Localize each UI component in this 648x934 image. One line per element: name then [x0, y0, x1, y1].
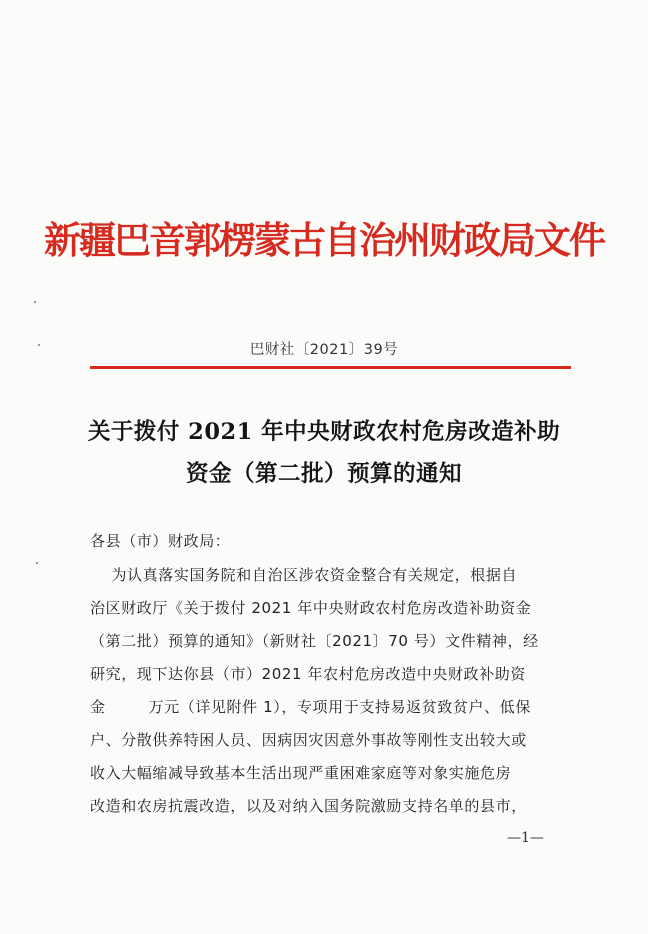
body-paragraph-line: （第二批）预算的通知》（新财社〔2021〕70 号）文件精神，经 [90, 632, 539, 650]
scan-speck [36, 562, 38, 564]
body-paragraph-line: 收入大幅缩减导致基本生活出现严重困难家庭等对象实施危房 [90, 764, 512, 782]
body-paragraph-line: 金 万元（详见附件 1），专项用于支持易返贫致贫户、低保 [90, 698, 531, 716]
body-paragraph-line: 改造和农房抗震改造，以及对纳入国务院激励支持名单的县市， [90, 797, 527, 815]
body-paragraph-line: 户、分散供养特困人员、因病因灾因意外事故等刚性支出较大或 [90, 731, 527, 749]
document-title-line-1: 关于拨付 2021 年中央财政农村危房改造补助 [87, 419, 561, 445]
document-title-line-2: 资金（第二批）预算的通知 [185, 461, 462, 487]
document-number: 巴财社〔2021〕39号 [249, 342, 399, 358]
body-paragraph-line: 研究，现下达你县（市）2021 年农村危房改造中央财政补助资 [90, 665, 526, 683]
red-separator-line [90, 366, 571, 369]
scan-speck [34, 301, 36, 303]
body-paragraph-line: 为认真落实国务院和自治区涉农资金整合有关规定，根据自 [90, 566, 518, 584]
addressee: 各县（市）财政局： [90, 532, 231, 550]
body-paragraph-line: 治区财政厅《关于拨付 2021 年中央财政农村危房改造补助资金 [90, 599, 532, 617]
issuer-header-title: 新疆巴音郭楞蒙古自治州财政局文件 [44, 218, 604, 262]
page-number: —1— [507, 830, 544, 846]
